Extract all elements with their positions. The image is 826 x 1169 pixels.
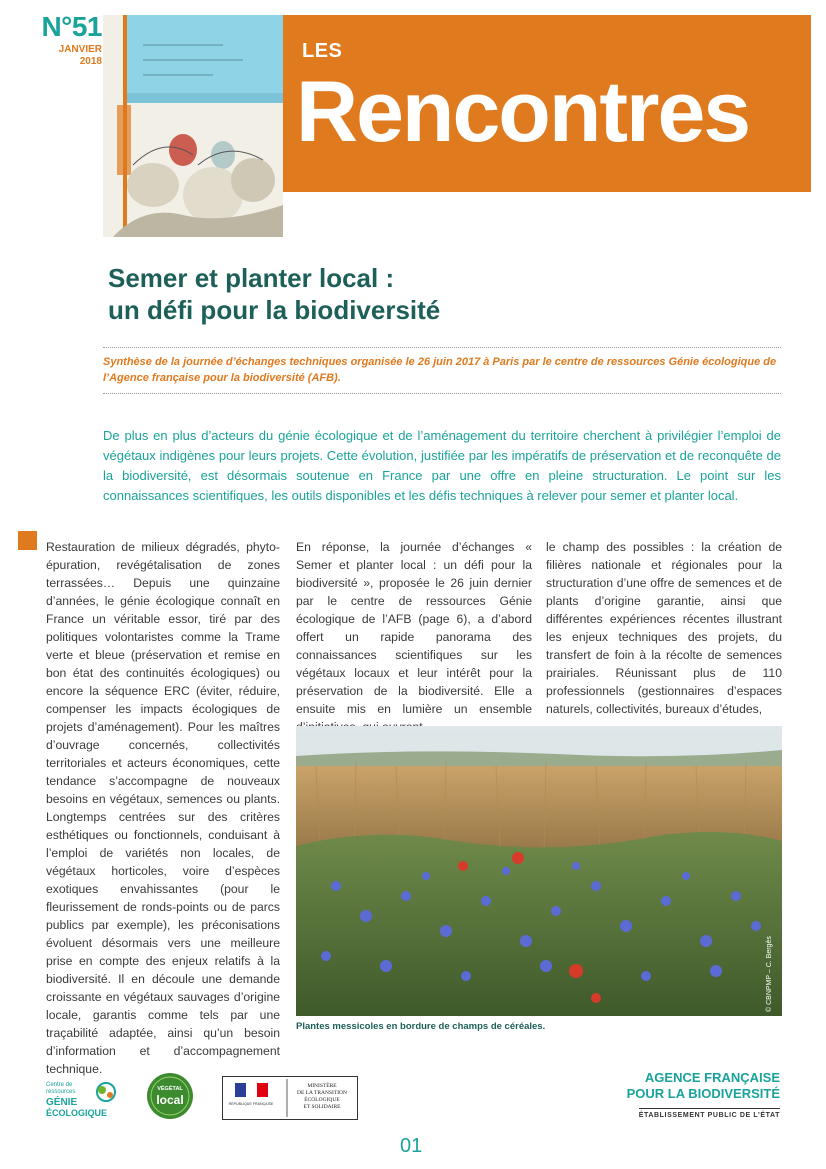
series-label-small: LES (302, 40, 343, 62)
page-title (108, 262, 708, 326)
issue-block (22, 12, 102, 68)
vegetal-local-line-1: VÉGÉTAL (157, 1086, 183, 1092)
divider-bottom (103, 393, 781, 394)
afb-line-3: ÉTABLISSEMENT PUBLIC DE L’ÉTAT (639, 1108, 780, 1119)
ministry-line-3: ÉCOLOGIQUE (304, 1097, 340, 1103)
divider-top (103, 347, 781, 348)
title-line-2: un défi pour la biodiversité (108, 295, 441, 325)
vegetal-local-logo (146, 1072, 194, 1120)
body-column-2: En réponse, la journée d’échanges « Semer et planter local : un défi pour la biodiversité », proposée le 26 juin dernier par le centre de ressources Génie écologique de l’AFB (page 6), a d’abord offert un rapide panorama des connaissances scientifiques sur les végétaux locaux et leur intérêt pour la préservation de la biodiversité. Elle a ensuite mis en lumière un ensemble (296, 540, 532, 716)
genie-logo-line-2: ressources (46, 1089, 76, 1095)
body-column-3: le champ des possibles : la création de filières nationale et régionales pour la structuration d’une offre de semences et de plants d’origine garantie, ainsi que différentes expériences récentes illustrant les enjeux techniques des projets, du transfert de foin à la récolte de semences prairiales. Réunissant plus de 110 professionnels (gestionnaires d’espaces naturels, collectivités, bureaux d’études, (546, 540, 782, 716)
afb-line-2: POUR LA BIODIVERSITÉ (626, 1086, 780, 1101)
page-number: 01 (400, 1135, 423, 1157)
afb-line-1: AGENCE FRANÇAISE (644, 1070, 780, 1085)
field-photo (296, 726, 782, 1016)
lead-paragraph: De plus en plus d’acteurs du génie écologique et de l’aménagement du territoire cherchent à privilégier l’emploi de végétaux indigènes pour leurs projets. Cette évolution, justifiée par les impératifs de préservation et de reconquête de la biodiversité, est désormais soutenue en France par une offre en pleine structuration. Le point sur les connaissances scientifiques, les outils disponibles et les défis techniques à relever pour semer et planter local. (103, 428, 781, 503)
section-marker (18, 531, 37, 550)
ministry-line-2: DE LA TRANSITION (296, 1090, 348, 1096)
genie-logo-line-1: Centre de (46, 1082, 73, 1088)
header-illustration (103, 15, 283, 237)
genie-logo-line-4: ÉCOLOGIQUE (46, 1108, 108, 1118)
genie-ecologique-logo (44, 1076, 124, 1122)
issue-year: 2018 (79, 56, 102, 67)
issue-month: JANVIER (58, 44, 102, 55)
ministry-line-1: MINISTÈRE (307, 1083, 337, 1089)
afb-logo (600, 1070, 780, 1122)
synthesis-text: Synthèse de la journée d’échanges techniques organisée le 26 juin 2017 à Paris par le centre de ressources Génie écologique de l’Agence française pour la biodiversité (AFB). (103, 356, 777, 384)
photo-caption: Plantes messicoles en bordure de champs de céréales. (296, 1021, 546, 1032)
republic-label: RÉPUBLIQUE FRANÇAISE (228, 1102, 274, 1106)
ministry-logo (222, 1076, 358, 1120)
genie-logo-line-3: GÉNIE (46, 1097, 78, 1108)
issue-number: N°51 (41, 11, 102, 42)
title-line-1: Semer et planter local : (108, 263, 395, 293)
series-label-big: Rencontres (296, 64, 750, 160)
photo-credit: © CBNPMP – C. Bergès (766, 936, 773, 1012)
ministry-line-4: ET SOLIDAIRE (303, 1104, 341, 1110)
body-column-1: Restauration de milieux dégradés, phyto-épuration, revégétalisation de zones terrassées… Depuis une quinzaine d’années, le génie écologique connaît en France un véritable essor, tiré par des politiques volontaristes comme la Trame verte et bleue (préservation et remise en bon état des continuités écologiques) ou encore la séquence ERC (éviter, réduire, compenser les impacts écologiques de projets d’aménagement). Pour les maîtres d’ouvrage concernés, collectivités territoriales et acteurs économiques, cette tendance s’accompagne de nouveaux besoins en végétaux, semences ou plants. Longtemps centrées sur des critères esthétiques ou fonctionnels, conduisant à l’emploi de variétés non locales, de végétaux horticoles, voire d’espèces exotiques envahissantes (pour le fleurissement de ronds-points ou de parcs publics par exemple), les préconisations évoluent désormais vers une meilleure prise en compte des enjeux relatifs à la biodiversité. Il en découle une demande croissante en végétaux sauvages d’origine locale, garantis comme tels par une traçabilité adaptée, ainsi qu’un besoin d’information et d’accompagnement technique. (46, 540, 280, 1076)
vegetal-local-line-2: local (156, 1093, 184, 1107)
